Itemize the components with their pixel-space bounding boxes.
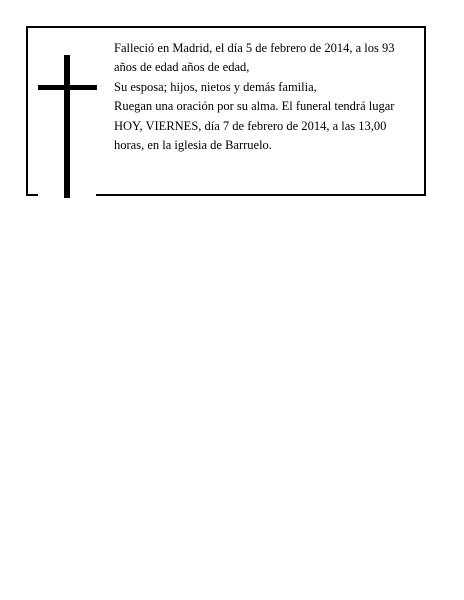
cross-horizontal-bar: [38, 85, 97, 90]
notice-line: horas, en la iglesia de Barruelo.: [114, 138, 272, 153]
obituary-text: [114, 39, 424, 155]
cross-vertical-bar: [64, 55, 70, 198]
notice-line: años de edad años de edad,: [114, 60, 250, 75]
notice-line: HOY, VIERNES, día 7 de febrero de 2014, a las 13,00: [114, 118, 387, 133]
notice-line: Ruegan una oración por su alma. El funeral tendrá lugar: [114, 99, 395, 114]
notice-line: Falleció en Madrid, el día 5 de febrero de 2014, a los 93: [114, 41, 395, 55]
notice-line: Su esposa; hijos, nietos y demás familia,: [114, 79, 317, 94]
